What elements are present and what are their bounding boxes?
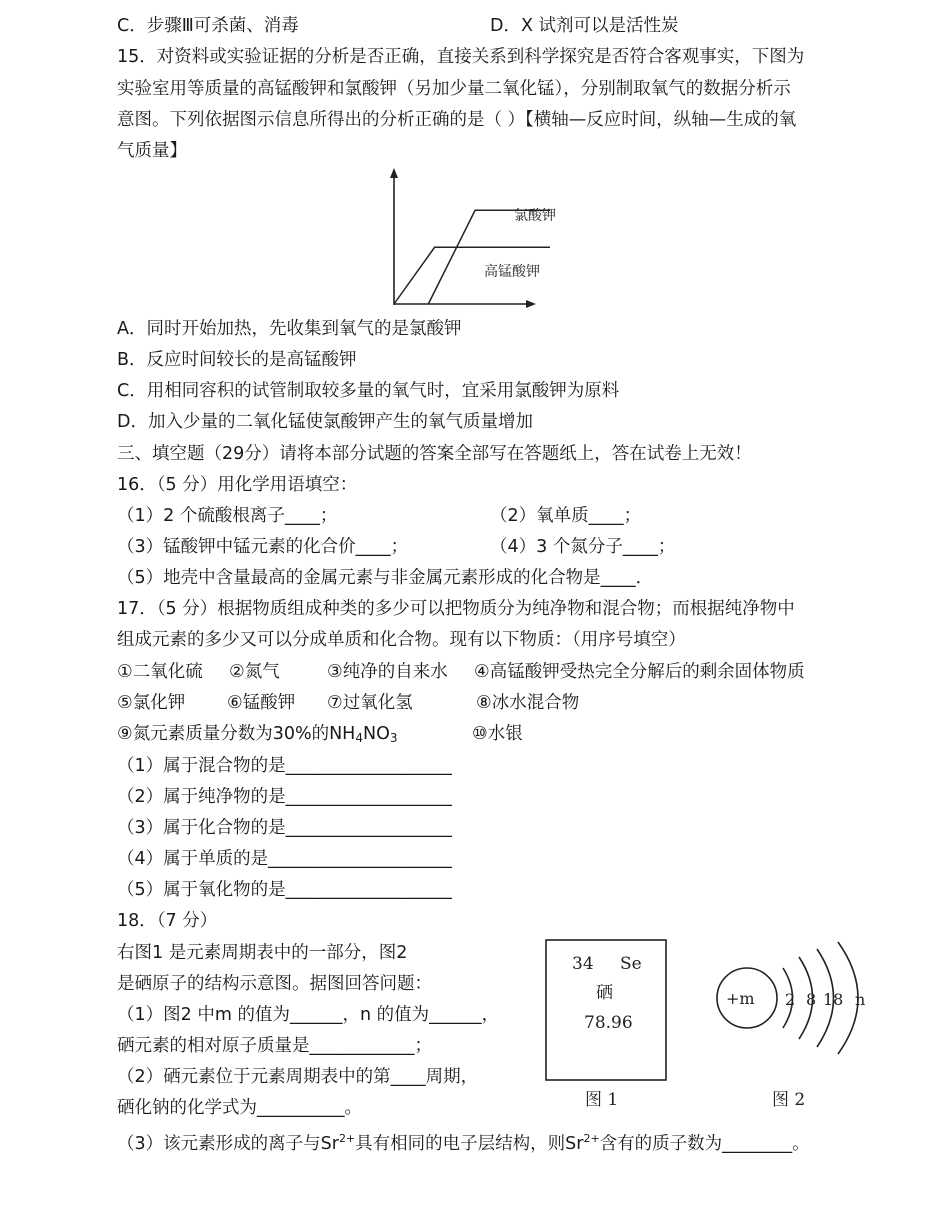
- material-4: ④高锰酸钾受热完全分解后的剩余固体物质: [474, 662, 805, 682]
- q18-item-2: （2）硒元素位于元素周期表中的第____周期，: [117, 1067, 479, 1087]
- material-9: [117, 723, 398, 749]
- shell-electrons-2: 8: [806, 990, 817, 1009]
- q18-item-2-cont: 硒化钠的化学式为__________。: [117, 1098, 362, 1118]
- q15-stem-line4: 气质量】: [117, 141, 187, 161]
- material-3: ③纯净的自来水: [327, 662, 448, 682]
- material-7: ⑦过氧化氢: [327, 693, 413, 713]
- q16-stem: 16．（5 分）用化学用语填空：: [117, 475, 358, 495]
- q18-header: 18．（7 分）: [117, 911, 218, 931]
- q17-blank-4: （4）属于单质的是_____________________: [117, 849, 452, 869]
- q16-item-2: （2）氧单质____；: [490, 506, 642, 526]
- q17-stem-line2: 组成元素的多少又可以分成单质和化合物。现有以下物质：（用序号填空）: [117, 630, 686, 650]
- x-axis-arrow: [526, 300, 536, 308]
- q15-option-a: A．同时开始加热，先收集到氧气的是氯酸钾: [117, 319, 462, 339]
- figure-2-caption: 图 2: [772, 1090, 806, 1110]
- material-10: ⑩水银: [472, 724, 523, 744]
- element-symbol: Se: [620, 954, 642, 974]
- material-5: ⑤氯化钾: [117, 693, 186, 713]
- q18-item-3-text-3: 含有的质子数为________。: [599, 1134, 810, 1154]
- shell-electrons-4: n: [855, 990, 866, 1009]
- q16-item-3: （3）锰酸钾中锰元素的化合价____；: [117, 537, 409, 557]
- nucleus-charge: +m: [726, 989, 755, 1008]
- material-9-subscript-2: 3: [389, 731, 398, 745]
- q18-stem-line1: 右图1 是元素周期表中的一部分，图2: [117, 943, 408, 963]
- figure-1-element-card: [540, 935, 675, 1115]
- q15-option-d: D．加入少量的二氧化锰使氯酸钾产生的氧气质量增加: [117, 412, 533, 432]
- element-card-frame: [546, 940, 666, 1080]
- material-9-subscript-1: 4: [355, 731, 363, 745]
- option-d-prev: D．X 试剂可以是活性炭: [490, 16, 679, 36]
- q18-item-3-superscript-2: 2+: [583, 1132, 600, 1145]
- series-label-kclo3: 氯酸钾: [514, 208, 556, 224]
- q16-item-1: （1）2 个硫酸根离子____；: [117, 506, 338, 526]
- shell-electrons-3: 18: [823, 990, 844, 1009]
- q18-item-1-cont: 硒元素的相对原子质量是____________；: [117, 1036, 432, 1056]
- material-9-text-2: NO: [362, 724, 390, 744]
- atomic-mass: 78.96: [584, 1013, 633, 1033]
- q15-stem-line1: 15．对资料或实验证据的分析是否正确，直接关系到科学探究是否符合客观事实，下图为: [117, 47, 805, 67]
- material-1: ①二氧化硫: [117, 662, 203, 682]
- q18-item-3-text-2: 具有相同的电子层结构，则Sr: [355, 1134, 584, 1154]
- atomic-number: 34: [572, 954, 594, 974]
- series-label-kmno4: 高锰酸钾: [484, 264, 540, 280]
- material-2: ②氮气: [229, 662, 280, 682]
- material-6: ⑥锰酸钾: [227, 693, 296, 713]
- q18-stem-line2: 是硒原子的结构示意图。据图回答问题：: [117, 974, 432, 994]
- figure-2-atom-diagram: [710, 935, 875, 1115]
- series-line-1: [428, 210, 550, 304]
- section-header: 三、填空题（29分）请将本部分试题的答案全部写在答题纸上，答在试卷上无效！: [117, 444, 752, 464]
- q17-blank-1: （1）属于混合物的是___________________: [117, 756, 452, 776]
- option-c-prev: C．步骤Ⅲ可杀菌、消毒: [117, 16, 299, 36]
- element-name: 硒: [596, 983, 613, 1003]
- q16-item-4: （4）3 个氮分子____；: [490, 537, 676, 557]
- y-axis-arrow: [390, 168, 398, 178]
- q18-item-1: （1）图2 中m 的值为______，n 的值为______，: [117, 1005, 500, 1025]
- q16-item-5: （5）地壳中含量最高的金属元素与非金属元素形成的化合物是____．: [117, 568, 654, 588]
- q18-item-3-superscript-1: 2+: [338, 1132, 356, 1145]
- q17-blank-5: （5）属于氧化物的是___________________: [117, 880, 452, 900]
- q15-stem-line2: 实验室用等质量的高锰酸钾和氯酸钾（另加少量二氧化锰），分别制取氧气的数据分析示: [117, 79, 791, 99]
- q18-item-3-text-1: （3）该元素形成的离子与Sr: [117, 1134, 339, 1154]
- material-8: ⑧冰水混合物: [476, 693, 580, 713]
- q17-blank-3: （3）属于化合物的是___________________: [117, 818, 452, 838]
- material-9-text: ⑨氮元素质量分数为30%的NH: [117, 724, 356, 744]
- q15-option-b: B．反应时间较长的是高锰酸钾: [117, 350, 357, 370]
- shell-electrons-1: 2: [785, 990, 796, 1009]
- oxygen-chart: [380, 165, 556, 315]
- q15-option-c: C．用相同容积的试管制取较多量的氧气时，宜采用氯酸钾为原料: [117, 381, 620, 401]
- figure-1-caption: 图 1: [585, 1090, 619, 1110]
- q18-item-3: [117, 1128, 810, 1155]
- q17-blank-2: （2）属于纯净物的是___________________: [117, 787, 452, 807]
- q17-stem-line1: 17．（5 分）根据物质组成种类的多少可以把物质分为纯净物和混合物；而根据纯净物中: [117, 599, 795, 619]
- q15-stem-line3: 意图。下列依据图示信息所得出的分析正确的是（ ）【横轴—反应时间，纵轴—生成的氧: [117, 110, 797, 130]
